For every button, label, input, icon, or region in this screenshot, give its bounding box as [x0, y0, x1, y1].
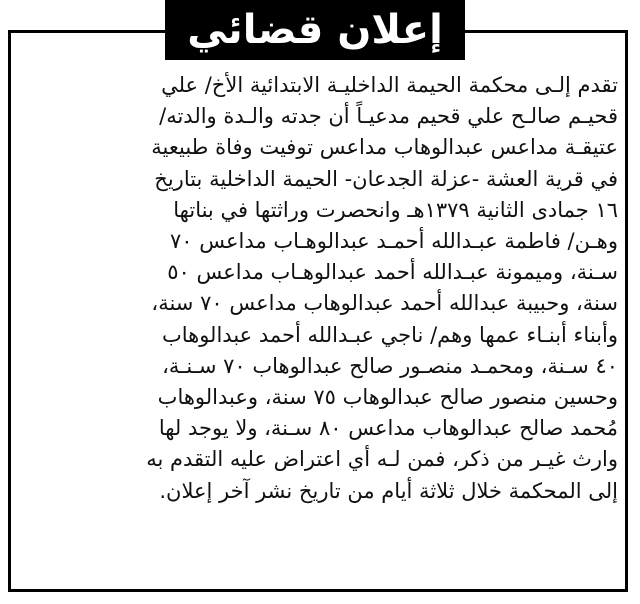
notice-line: سـنة، وميمونة عبـدالله أحمد عبدالوهـاب مداعس ٥٠: [167, 260, 618, 285]
notice-line: قحيـم صالـح علي قحيم مدعيـاً أن جدته والـدة والدته/: [159, 104, 618, 129]
notice-line: ٤٠ سـنة، ومحمـد منصـور صالح عبدالوهاب ٧٠ سـنـة،: [162, 353, 618, 378]
notice-line: في قرية العشة -عزلة الجدعان- الحيمة الداخلية بتاريخ: [154, 166, 618, 191]
notice-line: إلى المحكمة خلال ثلاثة أيام من تاريخ نشر آخر إعلان.: [159, 478, 618, 503]
notice-line: ١٦ جمادى الثانية ١٣٧٩هـ وانحصرت وراثتها في بناتها: [173, 197, 618, 222]
notice-line: عتيقـة مداعس عبدالوهاب مداعس توفيت وفاة طبيعية: [151, 135, 618, 160]
notice-line: تقدم إلـى محكمة الحيمة الداخليـة الابتدائية الأخ/ علي: [161, 73, 618, 97]
notice-body: [22, 70, 618, 507]
notice-line: مُحمد صالح عبدالوهاب مداعس ٨٠ سـنة، ولا يوجد لها: [158, 416, 618, 441]
notice-line: وأبناء أبنـاء عمها وهم/ ناجي عبـدالله أحمد عبدالوهاب: [161, 322, 618, 347]
notice-line: سنة، وحبيبة عبدالله أحمد عبدالوهاب مداعس ٧٠ سنة،: [151, 291, 618, 316]
notice-line: وحسين منصور صالح عبدالوهاب ٧٥ سنة، وعبدالوهاب: [157, 385, 618, 410]
notice-title: إعلان قضائي: [165, 0, 465, 60]
notice-line: وهـن/ فاطمة عبـدالله أحمـد عبدالوهـاب مداعس ٧٠: [170, 229, 618, 254]
notice-line: وارث غيـر من ذكر، فمن لـه أي اعتراض عليه التقدم به: [146, 447, 618, 472]
